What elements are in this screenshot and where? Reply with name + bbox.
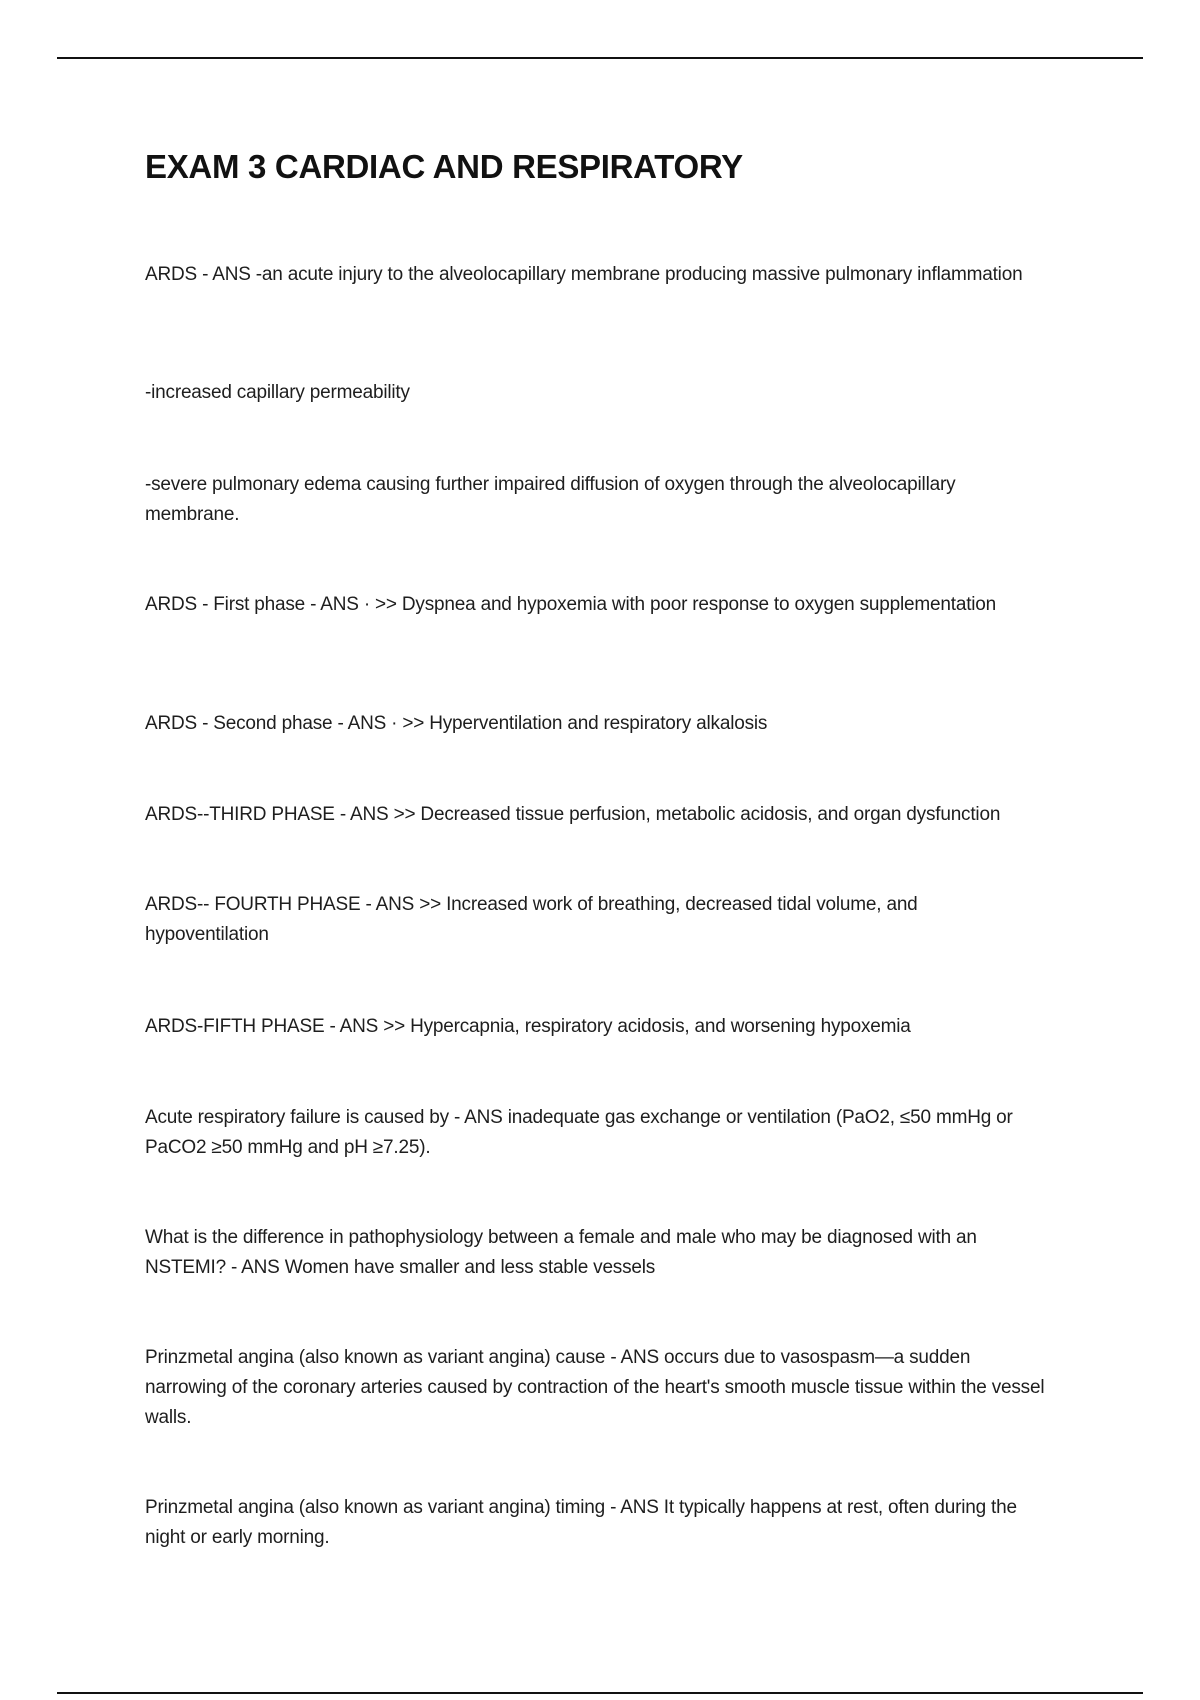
paragraph-prinzmetal-cause: Prinzmetal angina (also known as variant angina) cause - ANS occurs due to vasospasm—a sudden narrowing of the coronary arteries caused by contraction of the heart's smooth muscle tissue within the vessel walls. bbox=[145, 1347, 1045, 1428]
paragraph-prinzmetal-timing: Prinzmetal angina (also known as variant angina) timing - ANS It typically happens at rest, often during the night or early morning. bbox=[145, 1497, 1017, 1548]
paragraph-ards-first-phase: ARDS - First phase - ANS · >> Dyspnea and hypoxemia with poor response to oxygen supplementation bbox=[145, 594, 997, 615]
paragraph-nstemi-difference: What is the difference in pathophysiology between a female and male who may be diagnosed with an NSTEMI? - ANS Women have smaller and less stable vessels bbox=[145, 1227, 977, 1278]
paragraph-ards-second-phase: ARDS - Second phase - ANS · >> Hyperventilation and respiratory alkalosis bbox=[145, 713, 768, 734]
bottom-divider bbox=[57, 1692, 1143, 1694]
top-divider bbox=[57, 57, 1143, 59]
paragraph-ards-fifth-phase: ARDS-FIFTH PHASE - ANS >> Hypercapnia, respiratory acidosis, and worsening hypoxemia bbox=[145, 1016, 911, 1037]
paragraph-ards-definition: ARDS - ANS -an acute injury to the alveolocapillary membrane producing massive pulmonary inflammation bbox=[145, 264, 1023, 285]
paragraph-pulmonary-edema: -severe pulmonary edema causing further impaired diffusion of oxygen through the alveolocapillary membrane. bbox=[145, 474, 956, 525]
paragraph-acute-respiratory-failure: Acute respiratory failure is caused by - ANS inadequate gas exchange or ventilation (PaO2, ≤50 mmHg or PaCO2 ≥50 mmHg and pH ≥7.25). bbox=[145, 1107, 1013, 1158]
document-title: EXAM 3 CARDIAC AND RESPIRATORY bbox=[145, 148, 743, 185]
paragraph-ards-third-phase: ARDS--THIRD PHASE - ANS >> Decreased tissue perfusion, metabolic acidosis, and organ dysfunction bbox=[145, 804, 1001, 825]
paragraph-capillary-permeability: -increased capillary permeability bbox=[145, 382, 410, 403]
paragraph-ards-fourth-phase: ARDS-- FOURTH PHASE - ANS >> Increased work of breathing, decreased tidal volume, and hypoventilation bbox=[145, 894, 918, 945]
